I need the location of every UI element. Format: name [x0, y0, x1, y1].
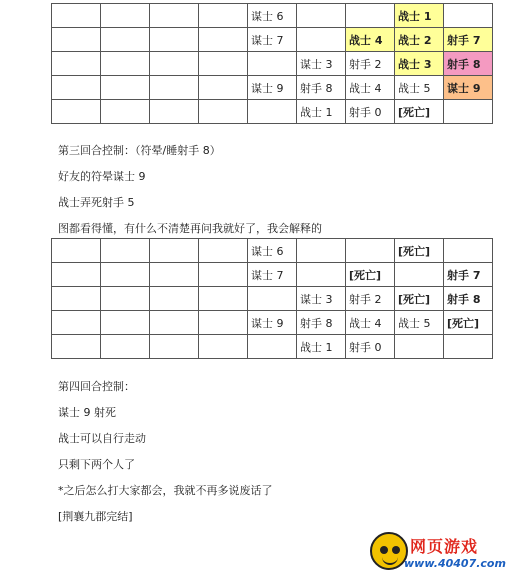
- grid-row: [52, 28, 493, 52]
- grid-cell: [444, 335, 493, 359]
- grid-cell: [52, 263, 101, 287]
- grid-cell: [199, 4, 248, 28]
- grid-cell: 战士 1: [297, 100, 346, 124]
- grid-cell: [52, 4, 101, 28]
- grid-cell: [52, 287, 101, 311]
- explanation-note: 图都看得懂，有什么不清楚再问我就好了，我会解释的: [58, 222, 322, 235]
- grid-cell: [101, 311, 150, 335]
- round3-step-1: 好友的符晕谋士 9: [58, 170, 146, 183]
- grid-cell: [199, 52, 248, 76]
- grid-cell: 战士 3: [395, 52, 444, 76]
- grid-cell: [248, 287, 297, 311]
- grid-cell: [248, 52, 297, 76]
- grid-cell: [199, 311, 248, 335]
- grid-row: [52, 4, 493, 28]
- grid-cell: [150, 263, 199, 287]
- grid-cell: [死亡]: [346, 263, 395, 287]
- logo-url: www.40407.com: [404, 557, 506, 570]
- round4-step-1: 谋士 9 射死: [58, 406, 116, 419]
- grid-cell: [101, 52, 150, 76]
- mascot-face-icon: [370, 532, 408, 570]
- grid-cell: [101, 335, 150, 359]
- logo-name: 网页游戏: [410, 537, 479, 556]
- grid-cell: [297, 239, 346, 263]
- grid-cell: 谋士 3: [297, 52, 346, 76]
- grid-cell: [101, 263, 150, 287]
- grid-cell: 谋士 7: [248, 28, 297, 52]
- grid-cell: 射手 8: [444, 287, 493, 311]
- grid-cell: [死亡]: [395, 239, 444, 263]
- grid-cell: [150, 335, 199, 359]
- grid-cell: 战士 1: [297, 335, 346, 359]
- grid-cell: 谋士 9: [444, 76, 493, 100]
- grid-cell: [死亡]: [395, 287, 444, 311]
- grid-row: [52, 100, 493, 124]
- round4-step-3: 只剩下两个人了: [58, 458, 135, 471]
- grid-cell: 战士 2: [395, 28, 444, 52]
- closing-note: *之后怎么打大家都会，我就不再多说废话了: [58, 484, 273, 497]
- grid-row: [52, 239, 493, 263]
- grid-cell: [150, 100, 199, 124]
- grid-cell: [395, 335, 444, 359]
- grid-cell: [248, 335, 297, 359]
- grid-cell: [346, 239, 395, 263]
- grid-cell: 谋士 7: [248, 263, 297, 287]
- battle-grid-round3: [51, 3, 493, 124]
- grid-cell: 战士 5: [395, 311, 444, 335]
- grid-cell: [150, 239, 199, 263]
- grid-cell: [101, 4, 150, 28]
- grid-cell: 射手 7: [444, 263, 493, 287]
- grid-cell: 射手 7: [444, 28, 493, 52]
- grid-cell: 射手 0: [346, 335, 395, 359]
- grid-cell: 谋士 3: [297, 287, 346, 311]
- grid-cell: 谋士 6: [248, 239, 297, 263]
- grid-cell: [101, 76, 150, 100]
- grid-row: [52, 76, 493, 100]
- round3-title: 第三回合控制：（符晕/睡射手 8）: [58, 144, 221, 157]
- grid-cell: [52, 335, 101, 359]
- grid-cell: [52, 239, 101, 263]
- grid-cell: 战士 4: [346, 311, 395, 335]
- grid-cell: [101, 28, 150, 52]
- round4-step-2: 战士可以自行走动: [58, 432, 146, 445]
- grid-cell: 战士 4: [346, 76, 395, 100]
- grid-cell: [150, 311, 199, 335]
- grid-cell: 射手 8: [297, 311, 346, 335]
- grid-cell: [150, 287, 199, 311]
- grid-cell: [297, 263, 346, 287]
- grid-cell: 战士 4: [346, 28, 395, 52]
- grid-cell: [199, 335, 248, 359]
- grid-row: [52, 287, 493, 311]
- grid-cell: [199, 287, 248, 311]
- grid-cell: 射手 8: [444, 52, 493, 76]
- grid-row: [52, 335, 493, 359]
- grid-cell: [死亡]: [444, 311, 493, 335]
- grid-cell: [52, 76, 101, 100]
- grid-cell: [395, 263, 444, 287]
- grid-cell: [52, 52, 101, 76]
- grid-cell: [346, 4, 395, 28]
- grid-cell: [52, 28, 101, 52]
- grid-cell: [52, 311, 101, 335]
- grid-cell: 射手 2: [346, 52, 395, 76]
- grid-cell: [297, 4, 346, 28]
- grid-cell: [444, 239, 493, 263]
- grid-cell: [199, 239, 248, 263]
- grid-cell: 射手 2: [346, 287, 395, 311]
- grid-cell: [死亡]: [395, 100, 444, 124]
- round4-title: 第四回合控制：: [58, 380, 135, 393]
- grid-cell: [101, 100, 150, 124]
- grid-cell: [297, 28, 346, 52]
- grid-row: [52, 263, 493, 287]
- end-marker: [荆襄九郡完结]: [58, 510, 133, 523]
- grid-cell: 谋士 6: [248, 4, 297, 28]
- round3-step-2: 战士弄死射手 5: [58, 196, 135, 209]
- grid-cell: [444, 4, 493, 28]
- grid-cell: 战士 1: [395, 4, 444, 28]
- grid-row: [52, 311, 493, 335]
- grid-cell: [101, 287, 150, 311]
- grid-cell: 战士 5: [395, 76, 444, 100]
- grid-cell: [444, 100, 493, 124]
- site-logo: [370, 530, 506, 574]
- grid-cell: [248, 100, 297, 124]
- grid-cell: [199, 28, 248, 52]
- grid-cell: 射手 0: [346, 100, 395, 124]
- grid-cell: [199, 76, 248, 100]
- grid-cell: [150, 4, 199, 28]
- grid-row: [52, 52, 493, 76]
- grid-cell: [101, 239, 150, 263]
- grid-cell: [199, 263, 248, 287]
- grid-cell: [52, 100, 101, 124]
- grid-cell: 谋士 9: [248, 311, 297, 335]
- grid-cell: 谋士 9: [248, 76, 297, 100]
- grid-cell: 射手 8: [297, 76, 346, 100]
- grid-cell: [150, 76, 199, 100]
- grid-cell: [150, 52, 199, 76]
- grid-cell: [199, 100, 248, 124]
- grid-cell: [150, 28, 199, 52]
- battle-grid-round4: [51, 238, 493, 359]
